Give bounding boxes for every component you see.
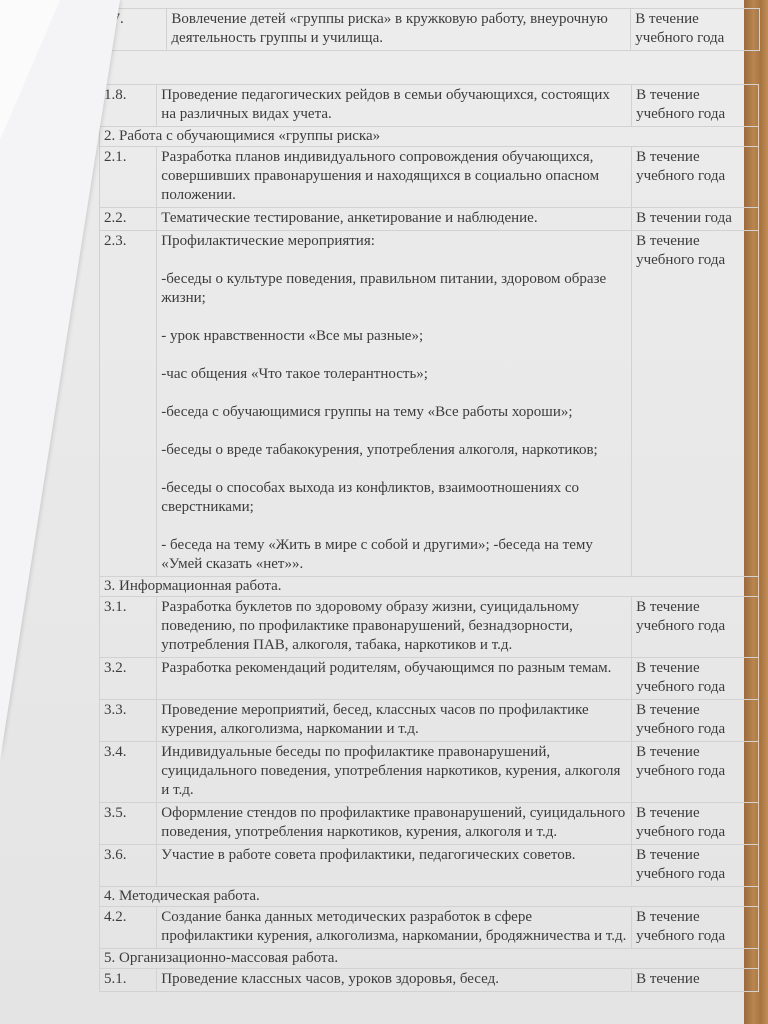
activity-item: -час общения «Что такое толерантность»; — [161, 366, 428, 382]
row-activity: Проведение мероприятий, бесед, классных часов по профилактике курения, алкоголизма, наркомании и т.д. — [157, 700, 632, 742]
row-term: В течение учебного года — [632, 658, 759, 700]
row-term: В течение учебного года — [632, 700, 759, 742]
row-number: 1.8. — [100, 85, 157, 127]
row-activity: Разработка рекомендаций родителям, обучающимся по разным темам. — [157, 658, 632, 700]
table-row — [100, 803, 759, 845]
row-term: В течении года — [632, 208, 759, 231]
table-row — [100, 231, 759, 577]
row-number: 3.2. — [100, 658, 157, 700]
row-term: В течение учебного года — [632, 742, 759, 803]
table-row — [100, 700, 759, 742]
row-number: 4.2. — [100, 907, 157, 949]
section-header-row — [100, 949, 759, 969]
table-row — [101, 9, 760, 51]
row-term: В течение учебного года — [632, 147, 759, 208]
activity-item: - урок нравственности «Все мы разные»; — [161, 328, 424, 344]
section-header-row — [100, 127, 759, 147]
table-row — [100, 845, 759, 887]
row-term: В течение учебного года — [631, 9, 760, 51]
plan-table — [99, 84, 759, 992]
row-activity: Разработка планов индивидуального сопровождения обучающихся, совершивших правонарушения и находящихся в социально опасном положении. — [157, 147, 632, 208]
row-term: В течение учебного года — [632, 845, 759, 887]
section-title: 2. Работа с обучающимися «группы риска» — [100, 127, 759, 147]
row-term: В течение учебного года — [632, 231, 759, 577]
row-number: 2.2. — [100, 208, 157, 231]
row-term: В течение учебного года — [632, 803, 759, 845]
section-title: 3. Информационная работа. — [100, 577, 759, 597]
row-number: ..7. — [101, 9, 167, 51]
page-fold-corner — [0, 0, 60, 140]
activity-item: - беседа на тему «Жить в мире с собой и другими»; -беседа на тему «Умей сказать «нет»». — [161, 537, 593, 572]
row-activity: Индивидуальные беседы по профилактике правонарушений, суицидального поведения, употребления наркотиков, курения, алкоголя и т.д. — [157, 742, 632, 803]
plan-table-top — [100, 8, 760, 51]
table-row — [100, 208, 759, 231]
row-activity: Вовлечение детей «группы риска» в кружковую работу, внеурочную деятельность группы и училища. — [167, 9, 631, 51]
activity-item: -беседа с обучающимися группы на тему «Все работы хороши»; — [161, 404, 573, 420]
row-term: В течение — [632, 969, 759, 992]
row-activity: Проведение педагогических рейдов в семьи обучающихся, состоящих на различных видах учета. — [157, 85, 632, 127]
section-header-row — [100, 887, 759, 907]
row-activity: Тематические тестирование, анкетирование и наблюдение. — [157, 208, 632, 231]
row-number: 3.4. — [100, 742, 157, 803]
row-number: 2.3. — [100, 231, 157, 577]
row-number: 3.3. — [100, 700, 157, 742]
table-row — [100, 907, 759, 949]
activity-item: -беседы о способах выхода из конфликтов, взаимоотношениях со сверстниками; — [161, 480, 580, 515]
row-number: 5.1. — [100, 969, 157, 992]
table-row — [100, 147, 759, 208]
row-activity: Создание банка данных методических разработок в сфере профилактики курения, алкоголизма, наркомании, бродяжничества и т.д. — [157, 907, 632, 949]
section-title: 4. Методическая работа. — [100, 887, 759, 907]
row-activity: Проведение классных часов, уроков здоровья, бесед. — [157, 969, 632, 992]
row-activity: Оформление стендов по профилактике правонарушений, суицидального поведения, употребления наркотиков, курения, алкоголя и т.д. — [157, 803, 632, 845]
row-term: В течение учебного года — [632, 597, 759, 658]
activity-item: -беседы о вреде табакокурения, употребления алкоголя, наркотиков; — [161, 442, 598, 458]
row-activity-list — [157, 231, 632, 577]
section-header-row — [100, 577, 759, 597]
row-number: 3.6. — [100, 845, 157, 887]
row-number: 3.5. — [100, 803, 157, 845]
table-row — [100, 658, 759, 700]
row-term: В течение учебного года — [632, 85, 759, 127]
table-row — [100, 969, 759, 992]
row-activity: Разработка буклетов по здоровому образу жизни, суицидальному поведению, по профилактике правонарушений, безнадзорности, употребления ПАВ, алкоголя, табака, наркотиков и т.д. — [157, 597, 632, 658]
row-number: 3.1. — [100, 597, 157, 658]
section-title: 5. Организационно-массовая работа. — [100, 949, 759, 969]
table-row — [100, 85, 759, 127]
row-number: 2.1. — [100, 147, 157, 208]
table-row — [100, 742, 759, 803]
activity-item: -беседы о культуре поведения, правильном питании, здоровом образе жизни; — [161, 271, 607, 306]
row-term: В течение учебного года — [632, 907, 759, 949]
table-row — [100, 597, 759, 658]
activity-heading: Профилактические мероприятия: — [161, 233, 375, 249]
row-activity: Участие в работе совета профилактики, педагогических советов. — [157, 845, 632, 887]
